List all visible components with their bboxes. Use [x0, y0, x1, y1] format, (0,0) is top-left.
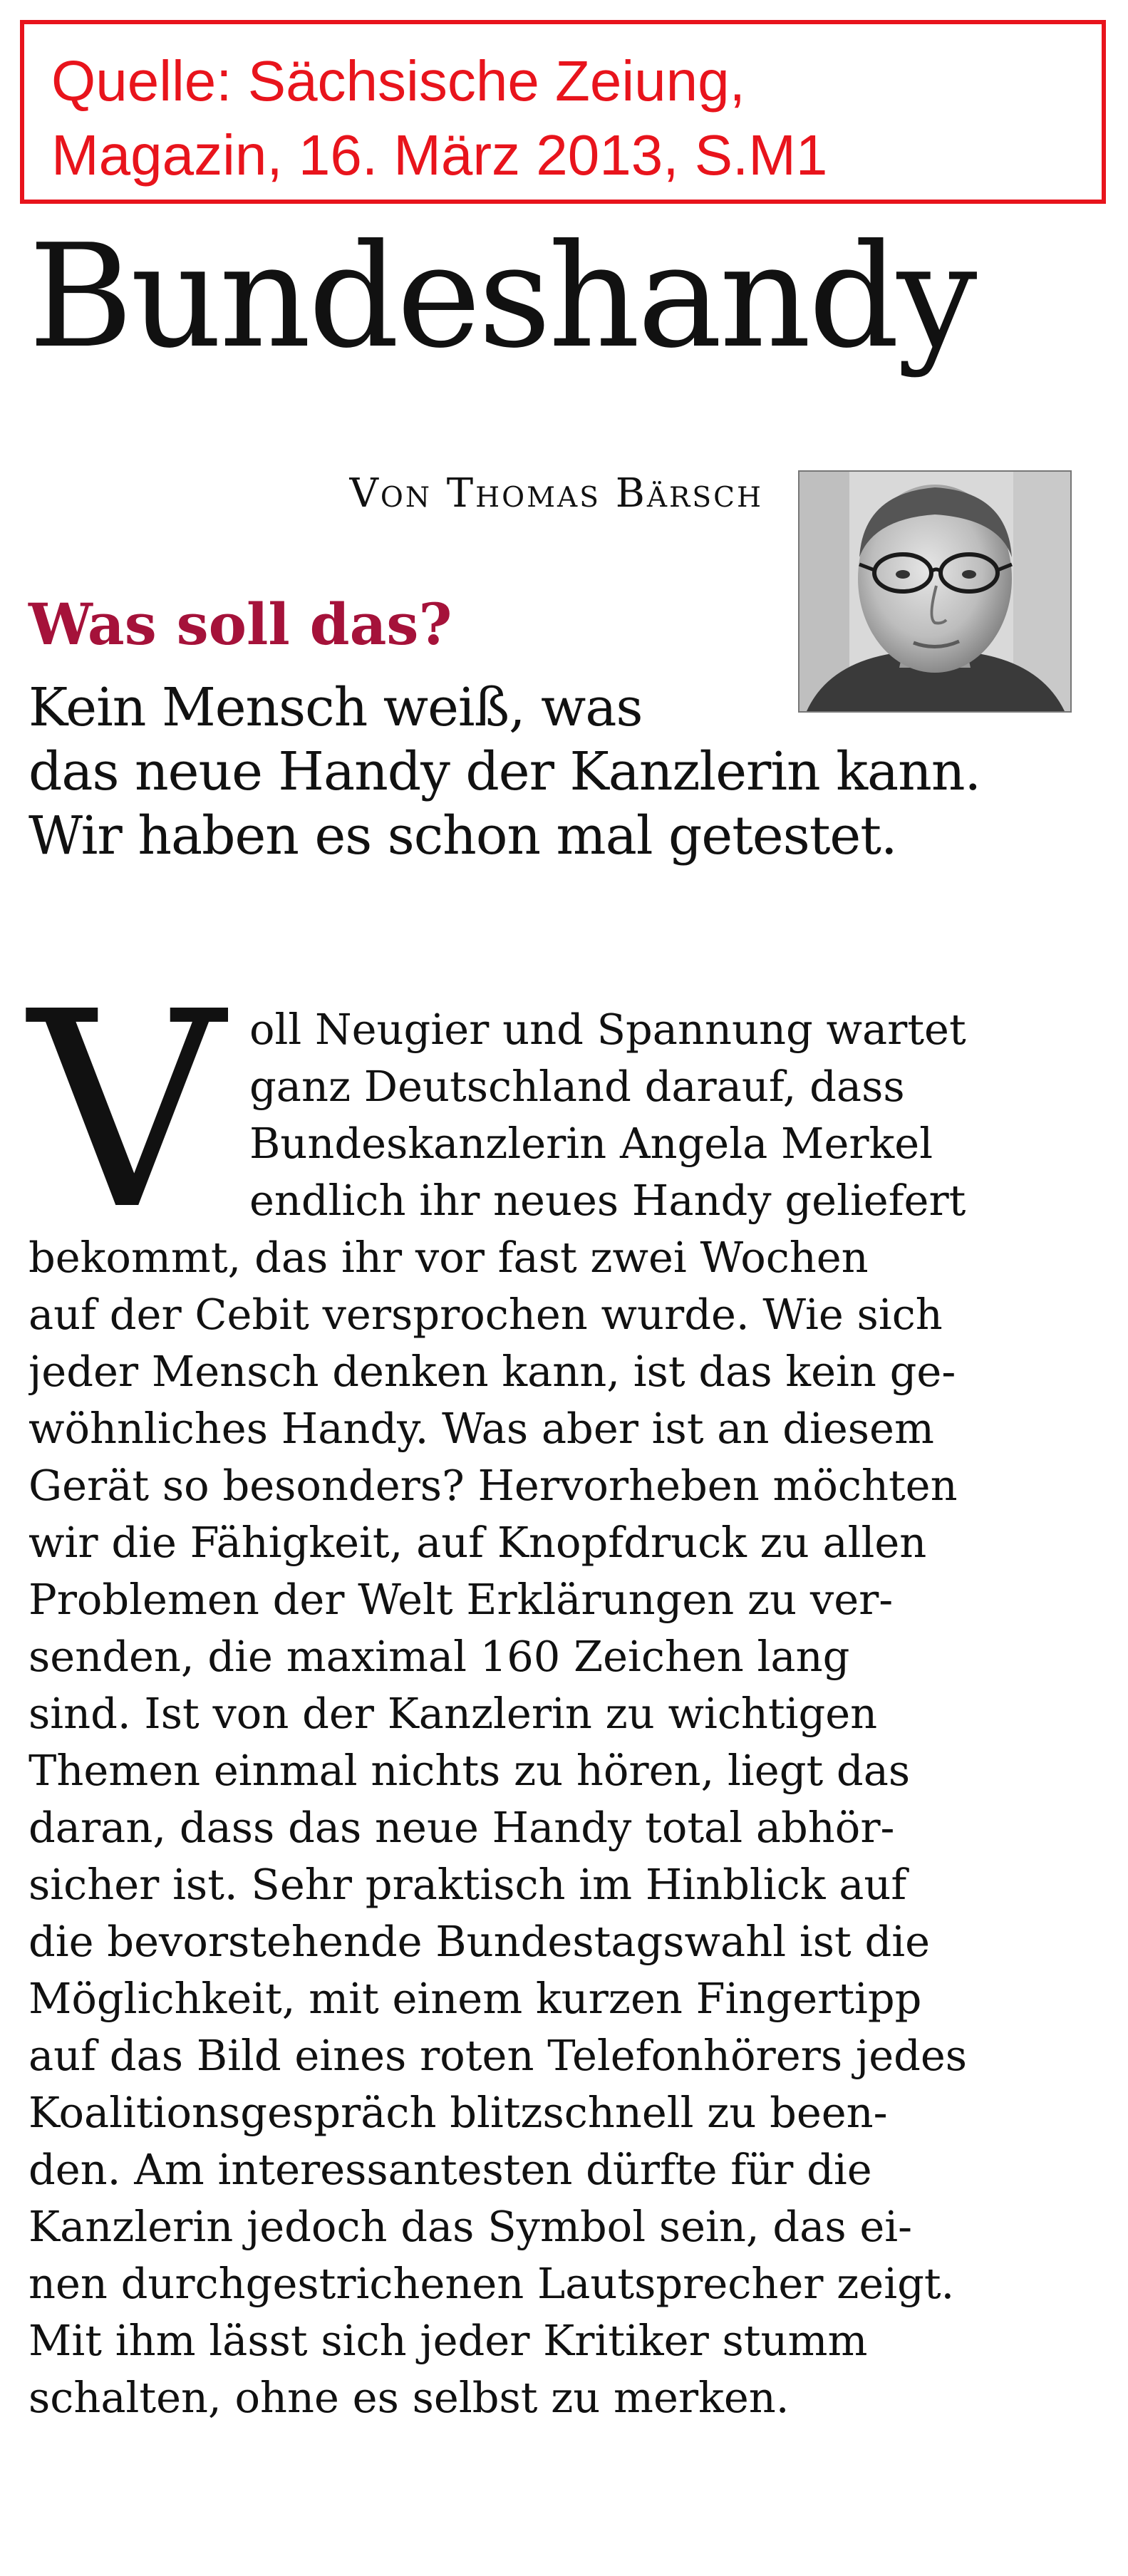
body-line: Koalitionsgespräch blitzschnell zu been-	[29, 2088, 888, 2137]
lead-line: Wir haben es schon mal getestet.	[29, 805, 897, 867]
body-line: Kanzlerin jedoch das Symbol sein, das ei-	[29, 2202, 913, 2251]
source-line-1: Quelle: Sächsische Zeiung,	[51, 49, 745, 113]
drop-cap-letter: V	[29, 953, 224, 1269]
body-line: Gerät so besonders? Hervorheben möchten	[29, 1461, 958, 1510]
lead-line: Kein Mensch weiß, was	[29, 677, 643, 738]
article-kicker: Was soll das?	[29, 591, 452, 658]
lead-line: das neue Handy der Kanzlerin kann.	[29, 741, 981, 802]
author-byline: Von Thomas Bärsch	[349, 470, 763, 517]
body-line: wöhnliches Handy. Was aber ist an diesem	[29, 1404, 934, 1453]
body-line: die bevorstehende Bundestagswahl ist die	[29, 1917, 931, 1966]
body-line: sicher ist. Sehr praktisch im Hinblick auf	[29, 1860, 907, 1909]
body-line: auf das Bild eines roten Telefonhörers jedes	[29, 2031, 968, 2080]
body-line: schalten, ohne es selbst zu merken.	[29, 2373, 790, 2422]
body-line: Problemen der Welt Erklärungen zu ver-	[29, 1575, 894, 1624]
article-lead	[29, 676, 980, 868]
body-line: den. Am interessantesten dürfte für die	[29, 2145, 872, 2194]
body-line: Themen einmal nichts zu hören, liegt das	[29, 1746, 911, 1795]
source-line-2: Magazin, 16. März 2013, S.M1	[51, 123, 828, 187]
body-line: wir die Fähigkeit, auf Knopfdruck zu allen	[29, 1518, 927, 1567]
body-line: Möglichkeit, mit einem kurzen Fingertipp	[29, 1974, 922, 2023]
body-line: daran, dass das neue Handy total abhör-	[29, 1803, 895, 1852]
body-line: nen durchgestrichenen Lautsprecher zeigt.	[29, 2259, 955, 2308]
body-line: endlich ihr neues Handy geliefert	[249, 1176, 966, 1225]
body-line: jeder Mensch denken kann, ist das kein ge-	[29, 1347, 956, 1396]
body-line: auf der Cebit versprochen wurde. Wie sich	[29, 1290, 943, 1339]
source-citation-box	[20, 20, 1106, 204]
body-line: oll Neugier und Spannung wartet	[249, 1005, 966, 1054]
body-line: sind. Ist von der Kanzlerin zu wichtigen	[29, 1689, 878, 1738]
body-line: ganz Deutschland darauf, dass	[249, 1062, 905, 1111]
body-line: bekommt, das ihr vor fast zwei Wochen	[29, 1233, 869, 1282]
body-line: Bundeskanzlerin Angela Merkel	[249, 1119, 933, 1168]
article-headline: Bundeshandy	[29, 214, 975, 380]
body-line: Mit ihm lässt sich jeder Kritiker stumm	[29, 2316, 868, 2365]
body-line: senden, die maximal 160 Zeichen lang	[29, 1632, 850, 1681]
